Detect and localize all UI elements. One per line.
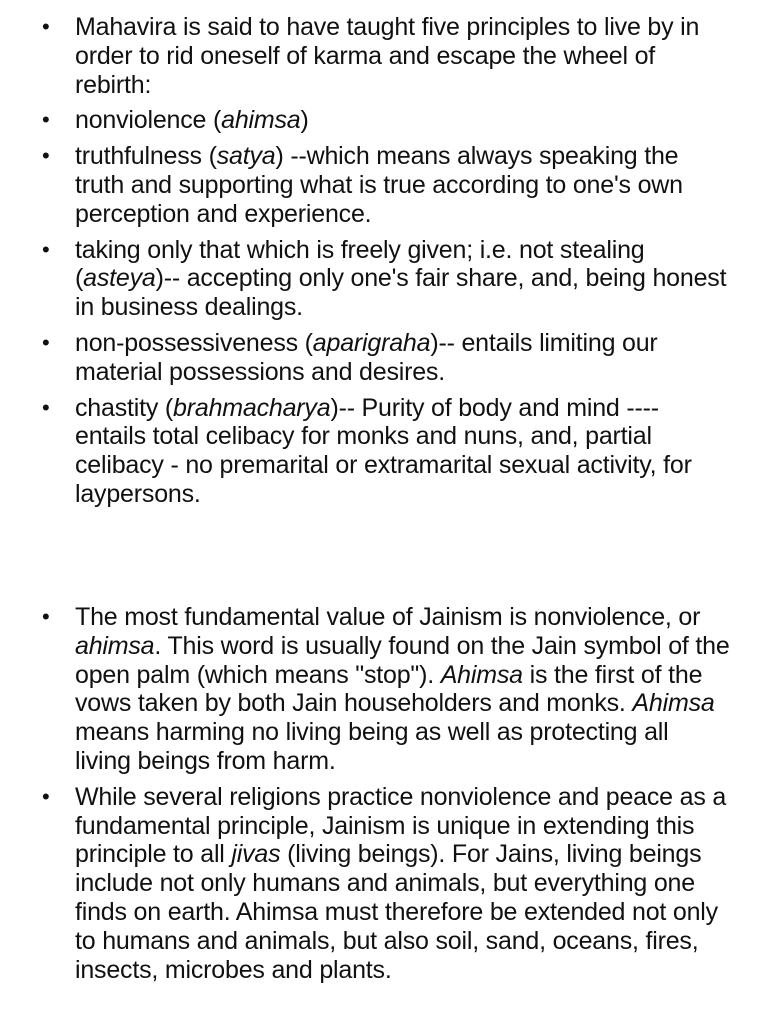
- text-run: The most fundamental value of Jainism is nonviolence, or: [75, 603, 701, 631]
- text-run: non-possessiveness (: [75, 328, 313, 357]
- list-item: [0, 394, 730, 509]
- list-item-text: [75, 106, 309, 134]
- list-item: [0, 236, 730, 322]
- list-item-text: [75, 13, 699, 99]
- text-run: (living beings). For Jains, living beings include not only humans and animals, but everything one finds on earth. Ahimsa must therefore be extended not only to humans and animals, but also soil, sand, oceans, fires, insects, microbes and plants.: [75, 840, 718, 984]
- text-run: ) --which means always speaking the truth and supporting what is true according to one's own perception and experience.: [75, 142, 683, 228]
- list-item: [0, 783, 730, 985]
- italic-term: satya: [216, 142, 276, 171]
- italic-term: jivas: [231, 840, 281, 869]
- list-item-text: [75, 236, 726, 322]
- text-run: ): [300, 106, 309, 135]
- list-item-text: [75, 329, 658, 386]
- text-run: . This word is usually found on the Jain symbol of the open palm (which means "stop").: [75, 631, 730, 689]
- list-item: [0, 13, 730, 99]
- bullet-icon: •: [42, 14, 50, 39]
- italic-term: ahimsa: [221, 106, 301, 135]
- italic-term: ahimsa: [75, 631, 155, 660]
- text-run: )-- Purity of body and mind ---- entails total celibacy for monks and nuns, and, partial celibacy - no premarital or extramarital sexual activity, for laypersons.: [75, 393, 692, 508]
- bullet-icon: •: [42, 604, 50, 629]
- bullet-icon: •: [42, 143, 50, 169]
- bullet-icon: •: [42, 329, 50, 355]
- list-item: [0, 329, 730, 387]
- list-item: [0, 106, 730, 135]
- text-run: )-- accepting only one's fair share, and, being honest in business dealings.: [75, 264, 727, 322]
- bullet-icon: •: [42, 236, 50, 262]
- text-run: taking only that which is freely given; i.e. not stealing (: [75, 235, 645, 293]
- list-item-text: [75, 603, 730, 775]
- italic-term: aparigraha: [312, 328, 431, 357]
- bullet-icon: •: [42, 107, 50, 133]
- text-run: chastity (: [75, 393, 174, 422]
- text-run: While several religions practice nonviolence and peace as a fundamental principle, Jainism is unique in extending this principle to all: [75, 782, 727, 869]
- text-run: Mahavira is said to have taught five principles to live by in order to rid oneself of karma and escape the wheel of rebirth:: [75, 13, 700, 99]
- list-item-text: [75, 142, 683, 228]
- italic-term: brahmacharya: [173, 393, 331, 422]
- ahimsa-list: [0, 603, 730, 991]
- text-run: )-- entails limiting our material possessions and desires.: [75, 328, 658, 386]
- text-run: means harming no living being as well as protecting all living beings from harm.: [75, 718, 669, 775]
- list-item-text: [75, 783, 726, 984]
- list-item: [0, 603, 730, 776]
- italic-term: asteya: [83, 264, 156, 293]
- italic-term: Ahimsa: [632, 689, 715, 718]
- bullet-icon: •: [42, 783, 50, 809]
- italic-term: Ahimsa: [440, 660, 523, 689]
- principles-list: [0, 13, 730, 516]
- text-run: truthfulness (: [75, 142, 217, 171]
- text-run: nonviolence (: [75, 106, 222, 135]
- text-run: is the first of the vows taken by both Jain householders and monks.: [75, 660, 703, 718]
- list-item: [0, 142, 730, 228]
- bullet-icon: •: [42, 394, 50, 420]
- list-item-text: [75, 394, 692, 508]
